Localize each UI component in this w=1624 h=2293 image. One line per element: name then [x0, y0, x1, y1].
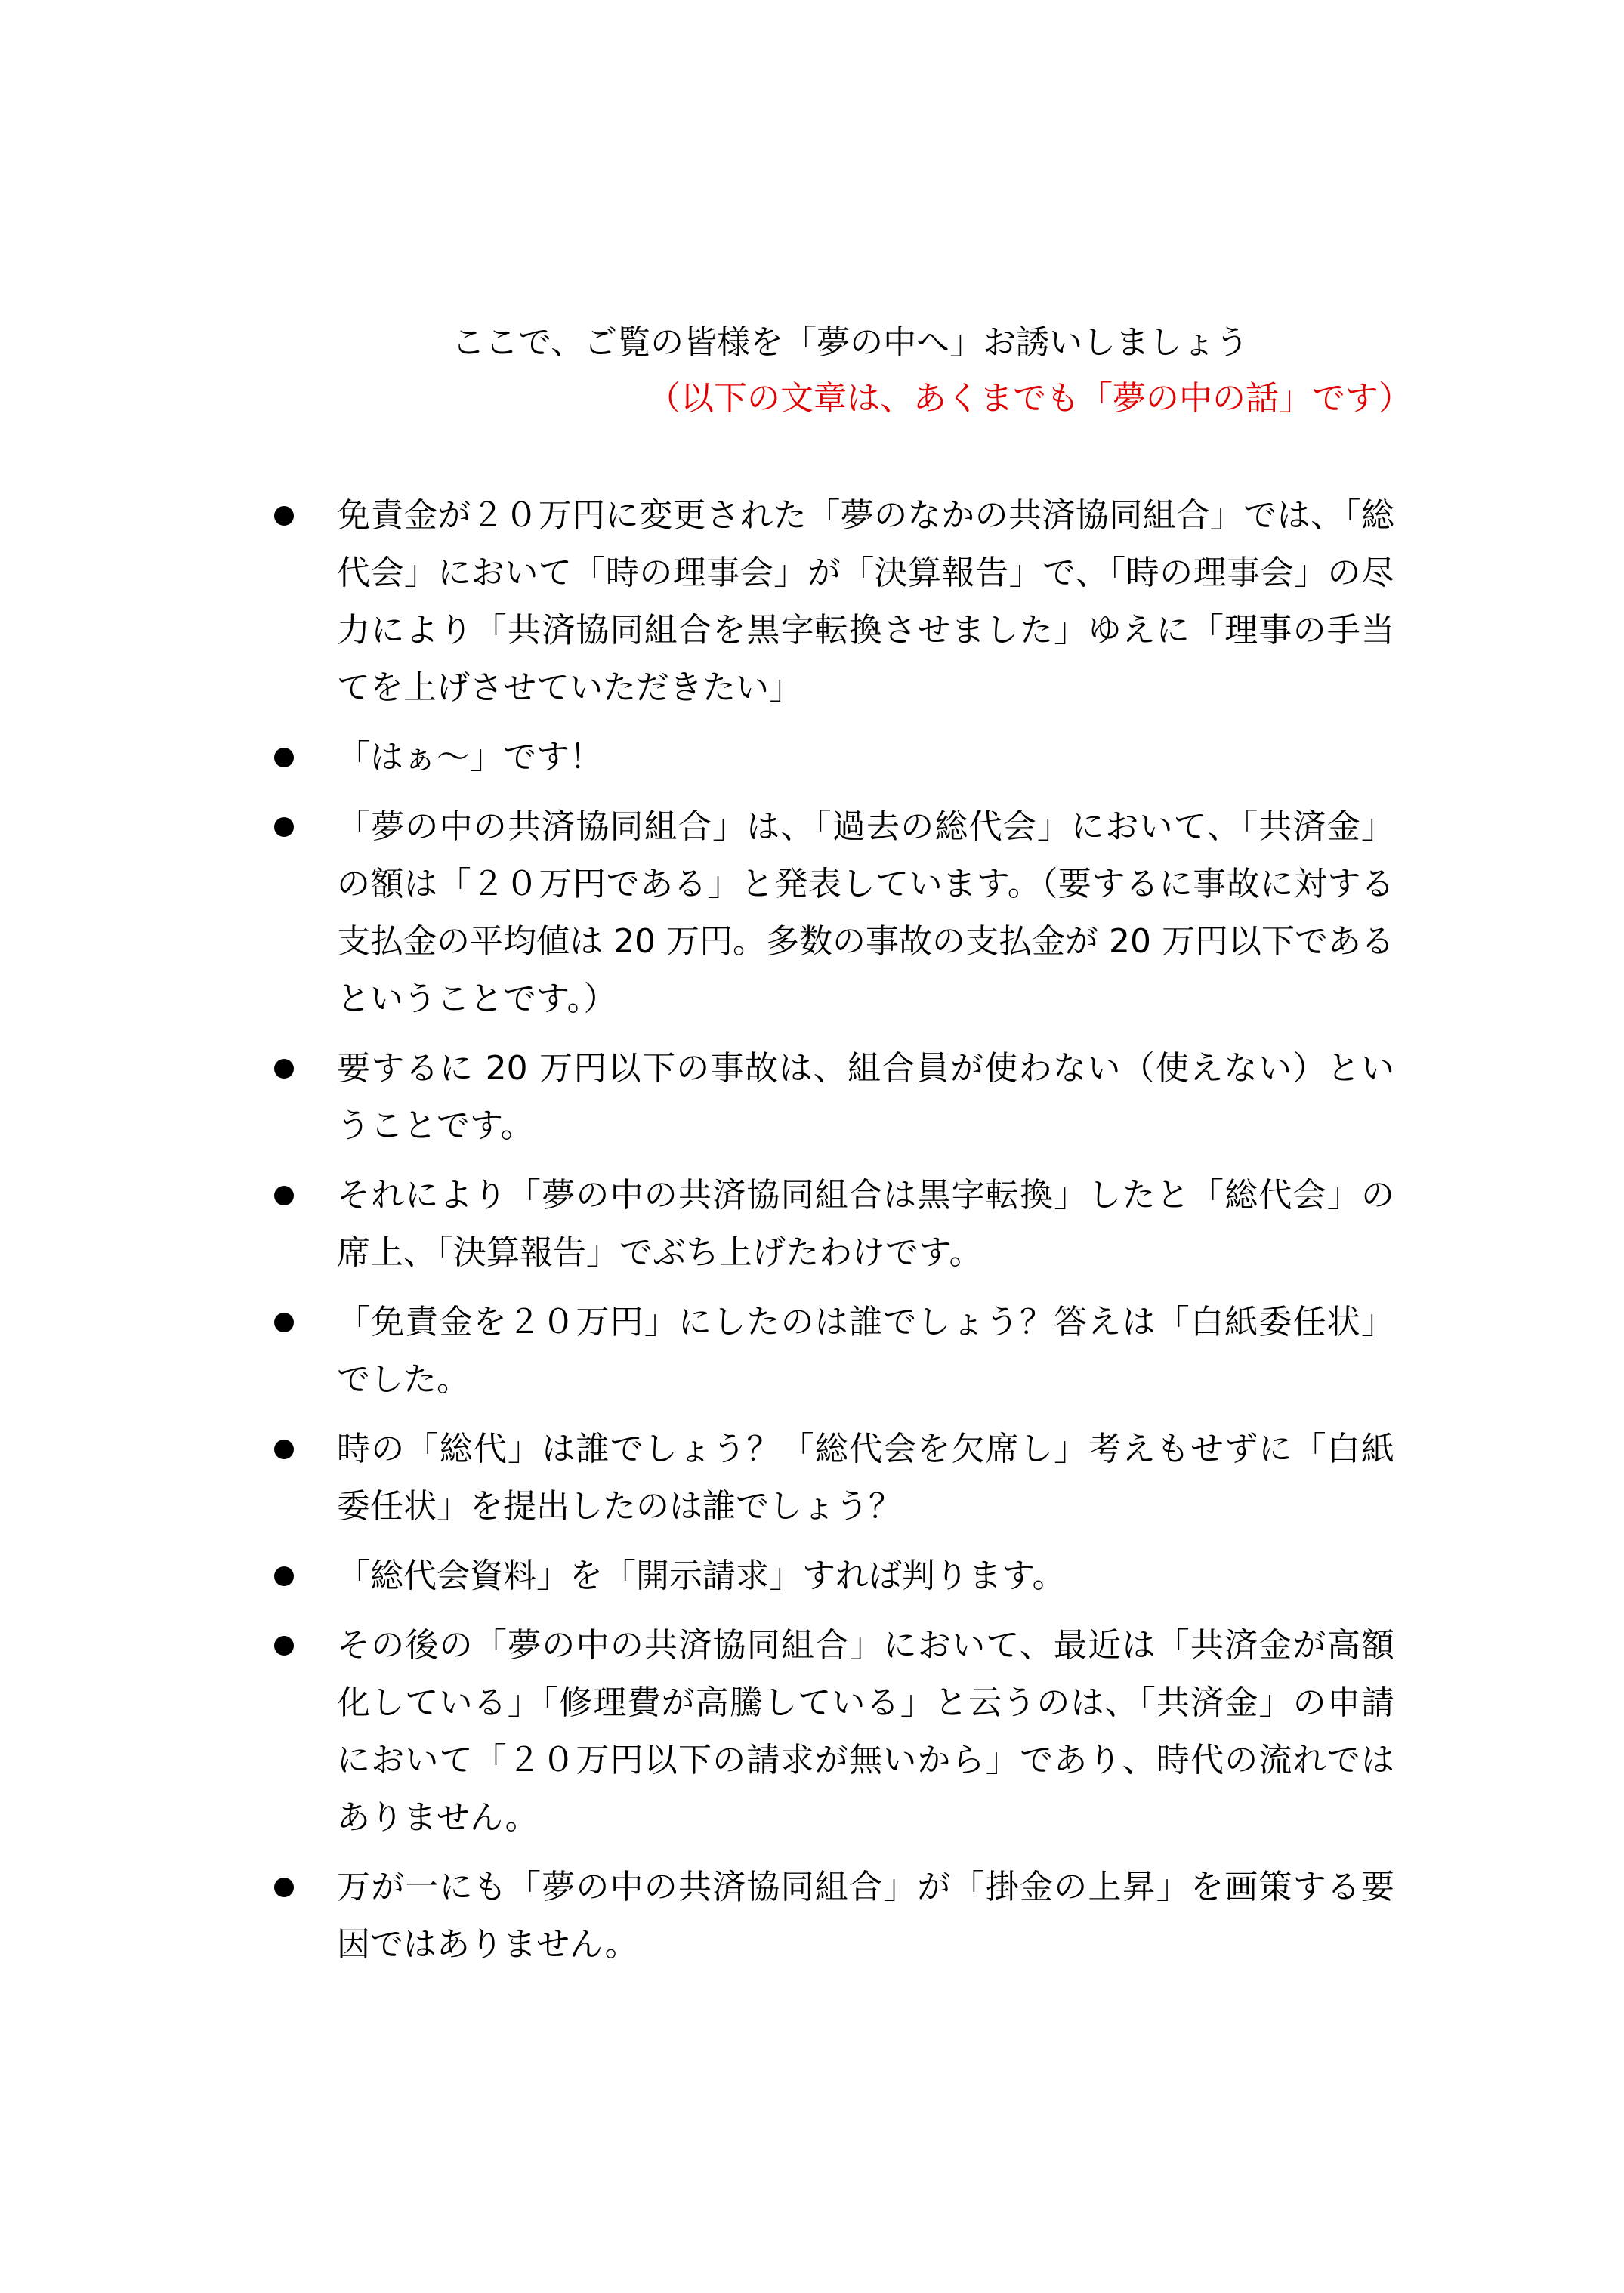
list-item-text: 免責金が２０万円に変更された「夢のなかの共済協同組合」では、「総代会」において「時の理事会」が「決算報告」で、「時の理事会」の尽力により「共済協同組合を黒字転換させました」ゆえに「理事の手当てを上げさせていただきたい」 [337, 496, 1394, 707]
bullet-icon [274, 1313, 294, 1332]
list-item-text: 「夢の中の共済協同組合」は、「過去の総代会」において、「共済金」の額は「２０万円である」と発表しています。（要するに事故に対する支払金の平均値は 20 万円。多数の事故の支払金が 20 万円以下であるということです。） [337, 807, 1394, 1018]
bullet-icon [274, 1878, 294, 1897]
bullet-icon [274, 506, 294, 526]
bullet-icon [274, 1186, 294, 1205]
list-item [269, 1040, 1477, 1155]
list-item [269, 1294, 1477, 1409]
list-item [269, 729, 1477, 786]
bullet-list [269, 487, 1477, 1986]
list-item [269, 1167, 1477, 1282]
bullet-icon [274, 748, 294, 767]
list-item [269, 1548, 1477, 1605]
page-subtitle-note: （以下の文章は、あくまでも「夢の中の話」です） [647, 379, 1412, 418]
page-title: ここで、ご覧の皆様を「夢の中へ」お誘いしましょう [452, 323, 1249, 362]
bullet-icon [274, 1636, 294, 1656]
list-item [269, 487, 1477, 717]
list-item [269, 798, 1477, 1028]
list-item-text: 要するに 20 万円以下の事故は、組合員が使わない（使えない）ということです。 [337, 1049, 1394, 1145]
list-item-text: 「免責金を２０万円」にしたのは誰でしょう？答えは「白紙委任状」でした。 [337, 1303, 1394, 1399]
bullet-icon [274, 817, 294, 837]
list-item [269, 1421, 1477, 1535]
list-item-text: 万が一にも「夢の中の共済協同組合」が「掛金の上昇」を画策する要因ではありません。 [337, 1868, 1394, 1964]
bullet-icon [274, 1059, 294, 1079]
list-item-text: 時の「総代」は誰でしょう？「総代会を欠席し」考えもせずに「白紙委任状」を提出したのは誰でしょう？ [337, 1430, 1394, 1526]
bullet-icon [274, 1440, 294, 1459]
list-item-text: その後の「夢の中の共済協同組合」において、最近は「共済金が高額化している」「修理費が高騰している」と云うのは、「共済金」の申請において「２０万円以下の請求が無いから」であり、時代の流れではありません。 [337, 1626, 1394, 1837]
list-item-text: 「総代会資料」を「開示請求」すれば判ります。 [337, 1557, 1066, 1595]
list-item [269, 1859, 1477, 1974]
list-item [269, 1617, 1477, 1847]
list-item-text: 「はぁ～」です！ [337, 738, 603, 776]
list-item-text: それにより「夢の中の共済協同組合は黒字転換」したと「総代会」の席上、「決算報告」でぶち上げたわけです。 [337, 1176, 1394, 1272]
bullet-icon [274, 1566, 294, 1586]
